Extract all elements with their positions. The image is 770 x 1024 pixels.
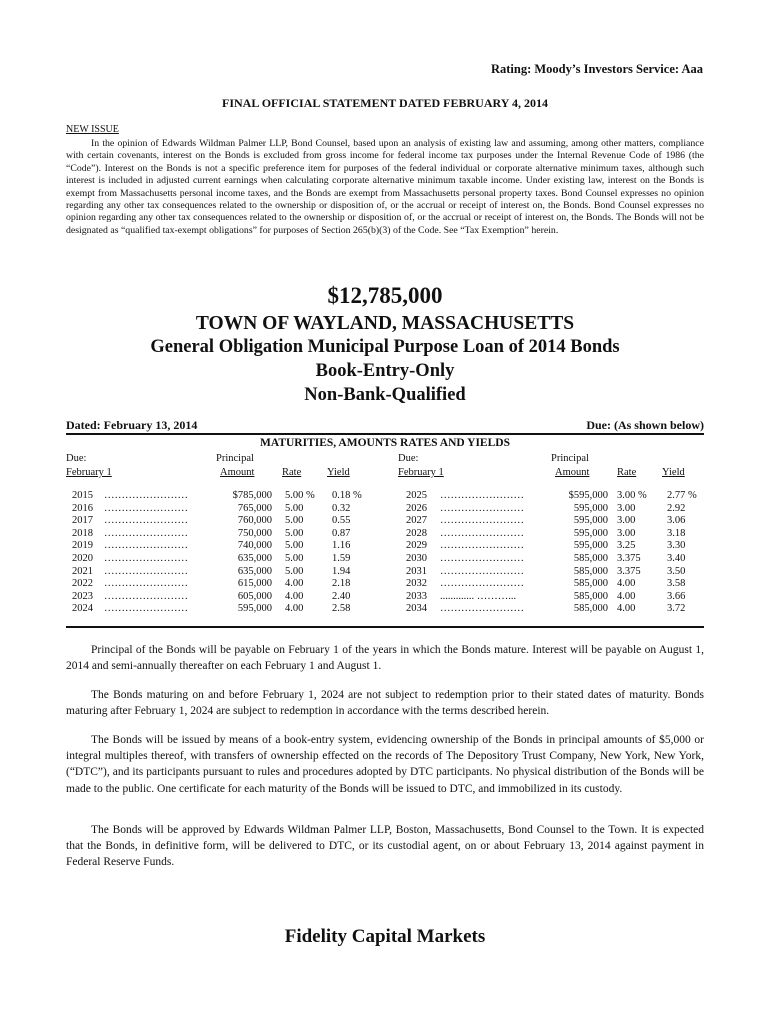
leader-dots: …………………… (104, 553, 188, 564)
delivery-paragraph: The Bonds will be approved by Edwards Wildman Palmer LLP, Boston, Massachusetts, Bond Counsel to the Town. It is expected that the Bonds, in definitive form, will be delivered to DTC, or its custodial agent, on or about February 13, 2014 against payment in Federal Reserve Funds. (66, 824, 704, 869)
yield-header-right: Yield (662, 467, 685, 478)
interest-rate: 5.00 (285, 565, 304, 577)
yield-value: 0.87 (332, 527, 351, 539)
qualification-label: Non-Bank-Qualified (304, 385, 466, 405)
rate-header-left: Rate (282, 467, 302, 478)
maturities-title: MATURITIES, AMOUNTS RATES AND YIELDS (260, 437, 510, 449)
interest-rate: 4.00 (617, 578, 636, 590)
yield-value: 3.58 (667, 578, 686, 590)
leader-dots: …………………… (104, 590, 188, 602)
table-row (0, 515, 770, 528)
interest-rate: 5.00 (285, 553, 304, 564)
maturity-year: 2030 (406, 553, 427, 564)
due-header-top: Due: (66, 453, 87, 464)
yield-value: 2.40 (332, 590, 351, 602)
yield-value: 1.16 (332, 540, 351, 552)
principal-amount: 635,000 (237, 565, 272, 577)
issuer-name: TOWN OF WAYLAND, MASSACHUSETTS (195, 313, 575, 334)
maturity-year: 2033 (406, 590, 427, 602)
interest-rate: 4.00 (617, 590, 636, 602)
interest-rate: 4.00 (285, 603, 304, 615)
interest-rate: 4.00 (285, 590, 304, 602)
table-row (0, 603, 770, 616)
yield-value: 2.58 (332, 603, 351, 615)
maturity-year: 2015 (72, 490, 93, 501)
principal-amount: 595,000 (573, 502, 608, 514)
leader-dots: …………………… (440, 603, 524, 615)
principal-amount: 585,000 (573, 603, 608, 615)
top-rule (66, 433, 704, 435)
principal-amount: 740,000 (237, 540, 272, 552)
principal-amount: 750,000 (237, 527, 272, 539)
bond-name: General Obligation Municipal Purpose Loan of 2014 Bonds (150, 337, 620, 357)
maturity-year: 2019 (72, 540, 93, 552)
principal-amount: 760,000 (237, 515, 272, 527)
statement-title: FINAL OFFICIAL STATEMENT DATED FEBRUARY 4, 2014 (222, 96, 548, 110)
book-entry-label: Book-Entry-Only (315, 361, 455, 381)
leader-dots: …………………… (440, 540, 524, 552)
principal-amount: 585,000 (573, 565, 608, 577)
table-row (0, 528, 770, 541)
principal-header-bottom: Amount (555, 467, 590, 478)
table-row (0, 591, 770, 604)
interest-rate: 4.00 (285, 578, 304, 590)
due-header-top: Due: (398, 453, 419, 464)
leader-dots: …………………… (104, 565, 188, 577)
due-header-bottom: February 1 (398, 467, 444, 478)
principal-amount: 595,000 (573, 515, 608, 527)
yield-header-left: Yield (327, 467, 350, 478)
yield-value: 3.40 (667, 553, 686, 564)
maturity-year: 2026 (406, 502, 427, 514)
due-date: Due: (As shown below) (586, 418, 704, 432)
issue-amount: $12,785,000 (327, 283, 443, 308)
leader-dots: …………………… (104, 603, 188, 615)
leader-dots: …………………… (440, 502, 524, 514)
interest-rate: 3.375 (617, 565, 641, 577)
rating-line: Rating: Moody’s Investors Service: Aaa (490, 62, 703, 76)
yield-value: 1.59 (332, 553, 351, 564)
leader-dots: …………………… (104, 578, 188, 590)
interest-rate: 5.00 (285, 527, 304, 539)
table-row (0, 578, 770, 591)
table-row (0, 540, 770, 553)
maturity-year: 2032 (406, 578, 427, 590)
maturity-year: 2034 (406, 603, 427, 615)
leader-dots: …………………… (440, 565, 524, 577)
due-header-bottom: February 1 (66, 467, 112, 478)
interest-rate: 5.00 (285, 515, 304, 527)
principal-amount: 595,000 (573, 527, 608, 539)
yield-value: 3.72 (667, 603, 686, 615)
maturity-year: 2028 (406, 527, 427, 539)
interest-rate: 3.00 (617, 515, 636, 527)
yield-value: 3.50 (667, 565, 686, 577)
leader-dots: …………………… (104, 515, 188, 527)
principal-amount: 765,000 (237, 502, 272, 514)
leader-dots: …………………… (104, 490, 188, 501)
yield-value: 2.92 (667, 502, 686, 514)
maturity-year: 2024 (72, 603, 93, 615)
due-header-left (66, 452, 112, 480)
maturity-year: 2023 (72, 590, 93, 602)
leader-dots: …………………… (440, 490, 524, 501)
maturity-year: 2021 (72, 565, 93, 577)
maturity-year: 2017 (72, 515, 93, 527)
principal-amount: $785,000 (232, 490, 272, 501)
yield-value: 2.77 % (667, 490, 697, 501)
maturity-year: 2031 (406, 565, 427, 577)
maturity-year: 2025 (406, 490, 427, 501)
principal-amount: 595,000 (573, 540, 608, 552)
leader-dots: …………………… (440, 578, 524, 590)
principal-amount: 585,000 (573, 590, 608, 602)
new-issue-label: NEW ISSUE (66, 124, 119, 135)
interest-rate: 3.375 (617, 553, 641, 564)
redemption-paragraph: The Bonds maturing on and before February 1, 2024 are not subject to redemption prior to their stated dates of maturity. Bonds maturing after February 1, 2024 are subject to redemption in accordance with the terms described herein. (66, 689, 704, 718)
maturity-year: 2018 (72, 527, 93, 539)
yield-value: 0.18 % (332, 490, 362, 501)
maturity-year: 2020 (72, 553, 93, 564)
principal-amount: 585,000 (573, 553, 608, 564)
leader-dots: …………………… (440, 553, 524, 564)
maturity-year: 2016 (72, 502, 93, 514)
principal-amount: 595,000 (237, 603, 272, 615)
principal-amount: 615,000 (237, 578, 272, 590)
due-header-right (398, 452, 444, 480)
yield-value: 0.32 (332, 502, 351, 514)
principal-amount: 635,000 (237, 553, 272, 564)
interest-rate: 4.00 (617, 603, 636, 615)
table-row (0, 566, 770, 579)
principal-header-bottom: Amount (220, 467, 255, 478)
principal-header-left (216, 452, 254, 480)
principal-header-top: Principal (216, 453, 254, 464)
yield-value: 3.18 (667, 527, 686, 539)
tax-opinion-paragraph: In the opinion of Edwards Wildman Palmer LLP, Bond Counsel, based upon an analysis of existing law and assuming, among other matters, compliance with certain covenants, interest on the Bonds is excluded from gross income for federal income tax purposes under the Internal Revenue Code of 1986 (the “Code”). Interest on the Bonds is not a specific preference item for purposes of the federal individual or corporate alternative minimum taxes, although such interest is included in adjusted current earnings when calculating corporate alternative minimum taxable income. Under existing law, interest on the Bonds is exempt from Massachusetts personal income taxes, and the Bonds are exempt from Massachusetts personal property taxes. Bond Counsel expresses no opinion regarding any other tax consequences related to the ownership or disposition of, or the accrual or receipt of interest on, the Bonds. Bond Counsel expresses no opinion regarding any other tax consequences related to the ownership or disposition of, or the accrual or receipt of interest on, the Bonds. The Bonds will not be designated as “qualified tax-exempt obligations” for purposes of Section 265(b)(3) of the Code. See “Tax Exemption” herein. (66, 138, 704, 236)
interest-rate: 3.00 (617, 527, 636, 539)
table-row (0, 503, 770, 516)
yield-value: 3.30 (667, 540, 686, 552)
principal-amount: 605,000 (237, 590, 272, 602)
interest-rate: 5.00 % (285, 490, 315, 501)
table-row (0, 490, 770, 503)
payment-paragraph: Principal of the Bonds will be payable on February 1 of the years in which the Bonds mature. Interest will be payable on August 1, 2014 and semi-annually thereafter on each February 1 and August 1. (66, 644, 704, 673)
interest-rate: 3.00 % (617, 490, 647, 501)
underwriter-name: Fidelity Capital Markets (284, 926, 486, 947)
leader-dots: …………………… (440, 527, 524, 539)
yield-value: 0.55 (332, 515, 351, 527)
bottom-rule (66, 626, 704, 628)
yield-value: 3.66 (667, 590, 686, 602)
dated-date: Dated: February 13, 2014 (66, 418, 198, 432)
leader-dots: …………………… (440, 515, 524, 527)
yield-value: 1.94 (332, 565, 351, 577)
leader-dots: …………………… (104, 527, 188, 539)
interest-rate: 3.25 (617, 540, 636, 552)
principal-amount: 585,000 (573, 578, 608, 590)
leader-dots: …………………… (104, 540, 188, 552)
yield-value: 2.18 (332, 578, 351, 590)
principal-amount: $595,000 (568, 490, 608, 501)
book-entry-paragraph: The Bonds will be issued by means of a book-entry system, evidencing ownership of the Bonds in principal amounts of $5,000 or integral multiples thereof, with transfers of ownership effected on the records of The Depository Trust Company, New York, New York, (“DTC”), and its participants pursuant to rules and procedures adopted by DTC participants. No physical distribution of the Bonds will be made to the public. One certificate for each maturity of the Bonds will be issued to DTC, and immobilized in its custody. (66, 734, 704, 795)
principal-header-top: Principal (551, 453, 589, 464)
leader-dots: …………………… (104, 502, 188, 514)
principal-header-right (551, 452, 589, 480)
maturity-year: 2029 (406, 540, 427, 552)
maturity-year: 2022 (72, 578, 93, 590)
yield-value: 3.06 (667, 515, 686, 527)
leader-dots: ............. ………... (440, 590, 517, 602)
table-row (0, 553, 770, 566)
interest-rate: 5.00 (285, 540, 304, 552)
maturity-year: 2027 (406, 515, 427, 527)
rate-header-right: Rate (617, 467, 637, 478)
interest-rate: 5.00 (285, 502, 304, 514)
interest-rate: 3.00 (617, 502, 636, 514)
